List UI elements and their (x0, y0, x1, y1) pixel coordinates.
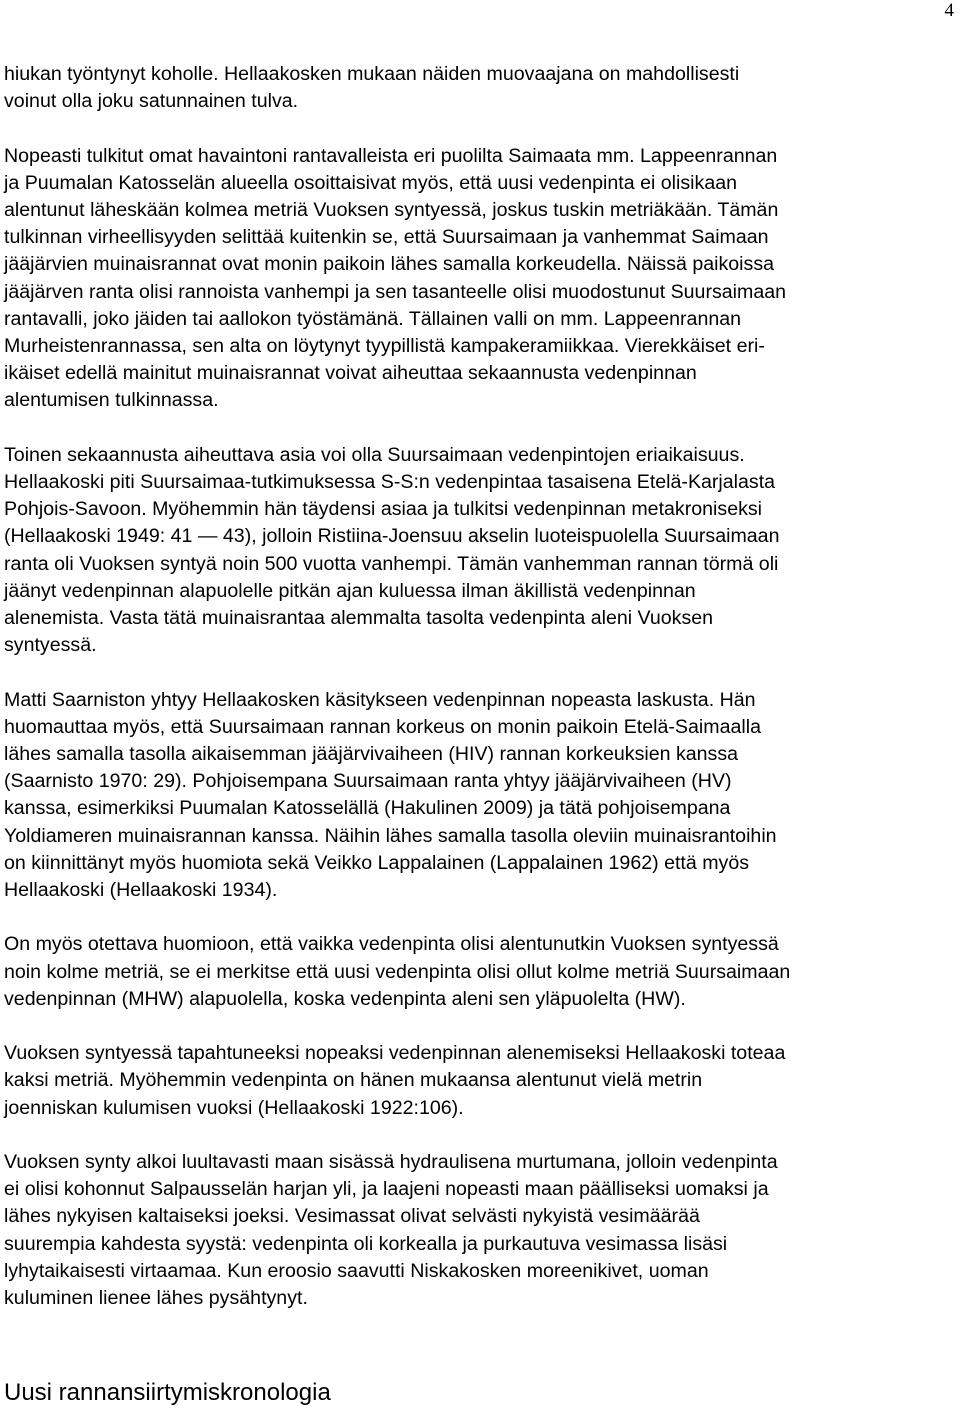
paragraph-2: Nopeasti tulkitut omat havaintoni rantavalleista eri puolilta Saimaata mm. Lappeenrannan ja Puumalan Katosselän alueella osoittaisivat myös, että uusi vedenpinta ei olisikaan alentunut läheskään kolmea metriä Vuoksen syntyessä, joskus tuskin metriäkään. Tämän tulkinnan virheellisyyden selittää kuitenkin se, että Suursaimaan ja vanhemmat Saimaan jääjärvien muinaisrannat ovat monin paikoin lähes samalla korkeudella. Näissä paikoissa jääjärven ranta olisi rannoista vanhempi ja sen tasanteelle olisi muodostunut Suursaimaan rantavalli, joko jäiden tai aallokon työstämänä. Tällainen valli on mm. Lappeenrannan Murheistenrannassa, sen alta on löytynyt tyypillistä kampakeramiikkaa. Vierekkäiset eri- ikäiset edellä mainitut muinaisrannat voivat aiheuttaa sekaannusta vedenpinnan alentumisen tulkinnassa. (4, 144, 787, 412)
paragraph-4: Matti Saarniston yhtyy Hellaakosken käsitykseen vedenpinnan nopeasta laskusta. Hän huomauttaa myös, että Suursaimaan rannan korkeus on monin paikoin Etelä-Saimaalla lähes samalla tasolla aikaisemman jääjärvivaiheen (HIV) rannan korkeuksien kanssa (Saarnisto 1970: 29). Pohjoisempana Suursaimaan ranta yhtyy jääjärvivaiheen (HV) kanssa, esimerkiksi Puumalan Katosselällä (Hakulinen 2009) ja tätä pohjoisempana Yoldiameren muinaisrannan kanssa. Näihin lähes samalla tasolla oleviin muinaisrantoihin on kiinnittänyt myös huomiota sekä Veikko Lappalainen (Lappalainen 1962) että myös Hellaakoski (Hellaakoski 1934). (4, 688, 777, 902)
paragraph-1: hiukan työntynyt koholle. Hellaakosken mukaan näiden muovaajana on mahdollisesti voinut olla joku satunnainen tulva. (4, 63, 740, 113)
paragraph-5: On myös otettava huomioon, että vaikka vedenpinta olisi alentunutkin Vuoksen syntyessä noin kolme metriä, se ei merkitse että uusi vedenpinta olisi ollut kolme metriä Suursaimaan vedenpinnan (MHW) alapuolella, koska vedenpinta aleni sen yläpuolelta (HW). (4, 933, 791, 1010)
paragraph-7: Vuoksen synty alkoi luultavasti maan sisässä hydraulisena murtumana, jolloin vedenpinta ei olisi kohonnut Salpausselän harjan yli, ja laajeni nopeasti maan päälliseksi uomaksi ja lähes nykyisen kaltaiseksi joeksi. Vesimassat olivat selvästi nykyistä vesimäärää suurempia kahdesta syystä: vedenpinta oli korkealla ja purkautuva vesimassa lisäsi lyhytaikaisesti virtaamaa. Kun eroosio saavutti Niskakosken moreenikivet, uoman kuluminen lienee lähes pysähtynyt. (4, 1151, 778, 1310)
page-number: 4 (944, 0, 954, 21)
paragraph-3: Toinen sekaannusta aiheuttava asia voi olla Suursaimaan vedenpintojen eriaikaisuus. Hellaakoski piti Suursaimaa-tutkimuksessa S-S:n vedenpintaa tasaisena Etelä-Karjalasta Pohjois-Savoon. Myöhemmin hän täydensi asiaa ja tulkitsi vedenpinnan metakroniseksi (Hellaakoski 1949: 41 — 43), jolloin Ristiina-Joensuu akselin luoteispuolella Suursaimaan ranta oli Vuoksen syntyä noin 500 vuotta vanhempi. Tämän vanhemman rannan törmä oli jäänyt vedenpinnan alapuolelle pitkän ajan kuluessa ilman äkillistä vedenpinnan alenemista. Vasta tätä muinaisrantaa alemmalta tasolta vedenpinta aleni Vuoksen syntyessä. (4, 443, 780, 657)
document-body (4, 61, 956, 1339)
section-heading: Uusi rannansiirtymiskronologia (4, 1379, 331, 1406)
paragraph-6: Vuoksen syntyessä tapahtuneeksi nopeaksi vedenpinnan alenemiseksi Hellaakoski toteaa kaksi metriä. Myöhemmin vedenpinta on hänen mukaansa alentunut vielä metrin joenniskan kulumisen vuoksi (Hellaakoski 1922:106). (4, 1042, 786, 1119)
